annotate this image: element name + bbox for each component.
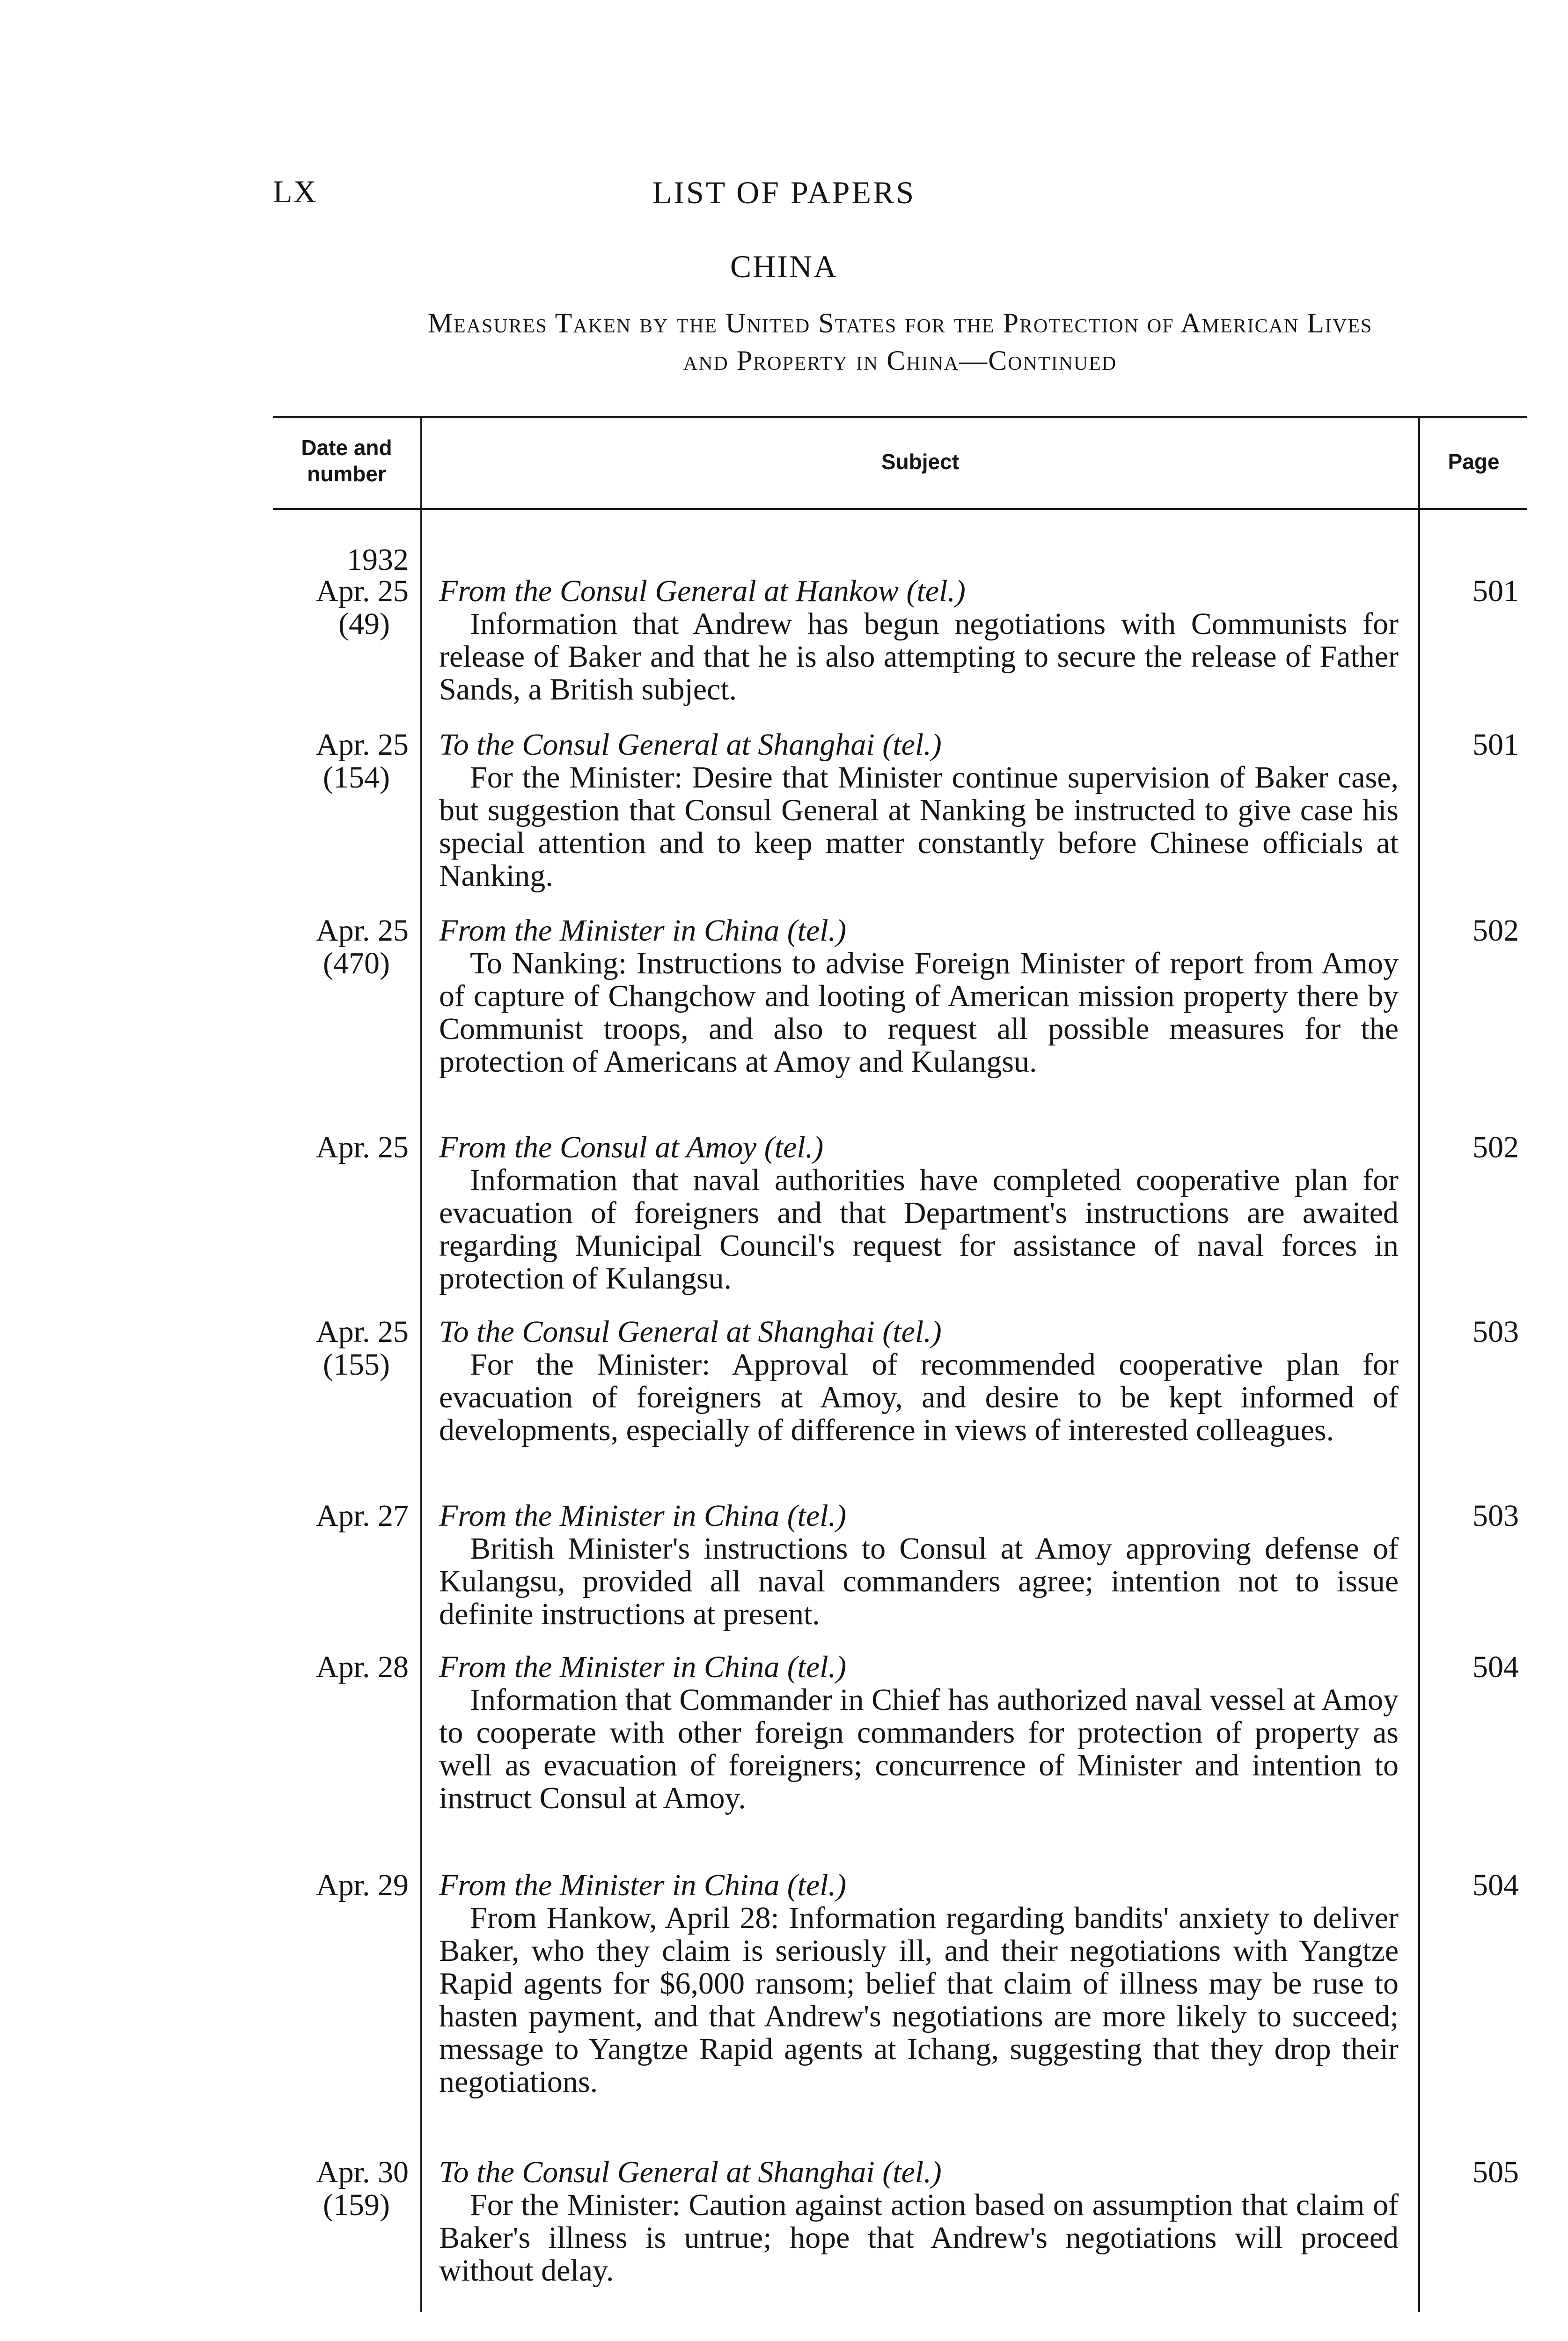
entry-page: 504 bbox=[1473, 1650, 1519, 1684]
entry-number: (159) bbox=[323, 2188, 390, 2222]
entry-page-cell bbox=[1420, 1651, 1527, 1684]
entry-subject bbox=[439, 1131, 1399, 1295]
entry-page-cell bbox=[1420, 1131, 1527, 1164]
entry-date-cell bbox=[273, 1500, 409, 1532]
entry-date: Apr. 25 bbox=[316, 1315, 409, 1349]
column-header-subject: Subject bbox=[881, 449, 960, 474]
entry-date-cell bbox=[273, 1651, 409, 1684]
country-heading: CHINA bbox=[730, 249, 838, 284]
column-header-page: Page bbox=[1448, 449, 1500, 474]
entry-subject bbox=[439, 2156, 1399, 2287]
page-number: LX bbox=[273, 174, 317, 209]
entry-subject bbox=[439, 1316, 1399, 1447]
entry-page: 501 bbox=[1473, 728, 1519, 762]
entry-source: From the Minister in China (tel.) bbox=[439, 913, 847, 948]
entry-number: (155) bbox=[323, 1347, 390, 1382]
entry-page-cell bbox=[1420, 1869, 1527, 1902]
entry-source: From the Consul at Amoy (tel.) bbox=[439, 1130, 824, 1164]
entry-date-cell bbox=[273, 729, 409, 794]
year-label: 1932 bbox=[347, 543, 409, 577]
entry-date-cell bbox=[273, 2156, 409, 2222]
entry-page-cell bbox=[1420, 2156, 1527, 2189]
entry-date: Apr. 27 bbox=[316, 1499, 409, 1533]
entry-subject bbox=[439, 575, 1399, 706]
entry-description: Information that Andrew has begun negotiations with Communists for release of Baker and that he is also attempting to secure the release of Father Sands, a British subject. bbox=[439, 607, 1399, 707]
entry-source: From the Minister in China (tel.) bbox=[439, 1499, 847, 1533]
entry-subject bbox=[439, 1869, 1399, 2098]
entry-page-cell bbox=[1420, 729, 1527, 761]
entry-date: Apr. 25 bbox=[316, 913, 409, 948]
section-title-line1: Measures Taken by the United States for the Protection of American Lives bbox=[427, 308, 1373, 339]
entry-number: (49) bbox=[338, 607, 390, 641]
entry-description: To Nanking: Instructions to advise Foreign Minister of report from Amoy of capture of Changchow and looting of American mission property there by Communist troops, and also to request all possible measures for the protection of Americans at Amoy and Kulangsu. bbox=[439, 946, 1399, 1079]
entry-description: For the Minister: Desire that Minister continue supervision of Baker case, but suggestion that Consul General at Nanking be instructed to give case his special attention and to keep matter constantly before Chinese officials at Nanking. bbox=[439, 760, 1399, 893]
entry-date-cell bbox=[273, 1131, 409, 1164]
entry-subject bbox=[439, 1500, 1399, 1631]
entry-source: From the Minister in China (tel.) bbox=[439, 1868, 847, 1902]
entry-date: Apr. 25 bbox=[316, 1130, 409, 1164]
column-header-date-line1: Date and bbox=[301, 435, 392, 460]
entry-date-cell bbox=[273, 1316, 409, 1381]
entry-date: Apr. 25 bbox=[316, 574, 409, 608]
entry-description: For the Minister: Caution against action based on assumption that claim of Baker's illness is untrue; hope that Andrew's negotiations will proceed without delay. bbox=[439, 2188, 1399, 2288]
entry-source: From the Consul General at Hankow (tel.) bbox=[439, 574, 966, 608]
list-title: LIST OF PAPERS bbox=[652, 175, 916, 210]
entry-page: 503 bbox=[1473, 1315, 1519, 1349]
entry-date: Apr. 28 bbox=[316, 1650, 409, 1684]
entry-description: Information that Commander in Chief has authorized naval vessel at Amoy to cooperate with other foreign commanders for protection of property as well as evacuation of foreigners; concurrence of Minister and intention to instruct Consul at Amoy. bbox=[439, 1683, 1399, 1815]
entry-page-cell bbox=[1420, 914, 1527, 947]
entry-source: From the Minister in China (tel.) bbox=[439, 1650, 847, 1684]
entry-page: 502 bbox=[1473, 1130, 1519, 1164]
entry-date: Apr. 29 bbox=[316, 1868, 409, 1902]
entry-subject bbox=[439, 1651, 1399, 1815]
entry-date-cell bbox=[273, 914, 409, 980]
entry-source: To the Consul General at Shanghai (tel.) bbox=[439, 728, 942, 762]
entry-date-cell bbox=[273, 575, 409, 640]
entry-page: 504 bbox=[1473, 1868, 1519, 1902]
entry-description: From Hankow, April 28: Information regarding bandits' anxiety to deliver Baker, who they claim is seriously ill, and their negotiations with Yangtze Rapid agents for $6,000 ransom; belief that claim of illness may be ruse to hasten payment, and that Andrew's negotiations are more likely to succeed; message to Yangtze Rapid agents at Ichang, suggesting that they drop their negotiations. bbox=[439, 1901, 1399, 2099]
entry-description: For the Minister: Approval of recommended cooperative plan for evacuation of foreigners at Amoy, and desire to be kept informed of developments, especially of difference in views of interested colleagues. bbox=[439, 1347, 1399, 1447]
entry-page: 503 bbox=[1473, 1499, 1519, 1533]
entry-date-cell bbox=[273, 1869, 409, 1902]
entry-subject bbox=[439, 914, 1399, 1078]
column-header-date-line2: number bbox=[307, 462, 386, 486]
entry-source: To the Consul General at Shanghai (tel.) bbox=[439, 1315, 942, 1349]
entry-description: British Minister's instructions to Consul at Amoy approving defense of Kulangsu, provided all naval commanders agree; intention not to issue definite instructions at present. bbox=[439, 1531, 1399, 1631]
entry-date: Apr. 25 bbox=[316, 728, 409, 762]
entry-page-cell bbox=[1420, 1316, 1527, 1348]
entry-page-cell bbox=[1420, 575, 1527, 608]
section-title-line2: and Property in China—Continued bbox=[683, 345, 1117, 376]
entry-page: 505 bbox=[1473, 2155, 1519, 2189]
entry-page: 502 bbox=[1473, 913, 1519, 948]
entry-subject bbox=[439, 729, 1399, 892]
entry-page-cell bbox=[1420, 1500, 1527, 1532]
entry-page: 501 bbox=[1473, 574, 1519, 608]
entry-description: Information that naval authorities have completed cooperative plan for evacuation of foreigners and that Department's instructions are awaited regarding Municipal Council's request for assistance of naval forces in protection of Kulangsu. bbox=[439, 1163, 1399, 1296]
entry-source: To the Consul General at Shanghai (tel.) bbox=[439, 2155, 942, 2189]
entry-date: Apr. 30 bbox=[316, 2155, 409, 2189]
entry-number: (470) bbox=[323, 946, 390, 980]
entry-number: (154) bbox=[323, 760, 390, 795]
